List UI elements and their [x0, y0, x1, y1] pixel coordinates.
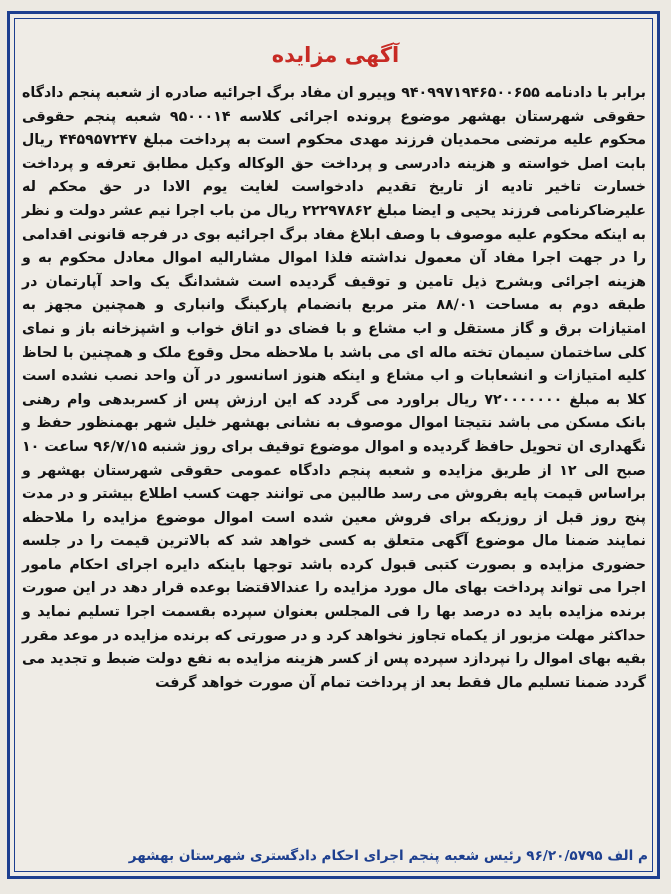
notice-body: برابر با دادنامه ۹۴۰۹۹۷۱۹۴۶۵۰۰۶۵۵ وپیرو ان مفاد برگ اجرائیه صادره از شعبه پنجم دادگاه حقوقی شهرستان بهشهر موضوع پرونده اجرائی کلاسه ۹۵۰۰۰۱۴ شعبه پنجم حقوقی محکوم علیه مرتضی محمدیان فرزند مهدی محکوم است به پرداخت مبلغ ۴۴۵۹۵۷۲۴۷ ریال بابت اصل خواسته و هزینه دادرسی و پرداخت حق الوکاله وکیل مطابق تعرفه و پرداخت خسارت تاخیر تادیه از تاریخ تقدیم دادخواست لغایت یوم الادا در حق محکم له علیرضاکرنامی فرزند یحیی و ایضا مبلغ ۲۲۲۹۷۸۶۲ ریال من باب اجرا نیم عشر دولت و نظر به اینکه محکوم علیه موصوف با وصف ابلاغ مفاد برگ اجرائیه بوی در فرجه قانونی اقدامی را در جهت اجرا مفاد آن معمول نداشته فلذا اموال مشارالیه اموال معادل محکوم به و هزینه اجرائی وبشرح ذیل تامین و توقیف گردیده است ششدانگ یک واحد آپارتمان در طبقه دوم به مساحت ۸۸/۰۱ متر مربع بانضمام پارکینگ وانباری و همچنین مجهز به امتیازات برق و گاز مستقل و اب مشاع و با فضای دو اتاق خواب و اشپزخانه باز و نمای کلی ساختمان سیمان تخته ماله ای می باشد با ملاحظه محل وقوع ملک و همچنین با لحاظ کلیه امتیازات و انشعابات و اب مشاع و اینکه هنوز اسانسور در آن واحد نصب نشده است کلا به مبلغ ۷۲۰۰۰۰۰۰۰ ریال براورد می گردد که این ارزش پس از کسربدهی وام رهنی بانک مسکن می باشد نتیجتا اموال موصوف به نشانی بهشهر خلیل شهر بهمنظور حفظ و نگهداری ان تحویل حافظ گردیده و اموال موضوع توقیف برای روز شنبه ۹۶/۷/۱۵ ساعت ۱۰ صبح الی ۱۲ از طریق مزایده و شعبه پنجم دادگاه عمومی حقوقی شهرستان بهشهر و براساس قیمت پایه بفروش می رسد طالبین می توانند جهت کسب اطلاع بیشتر و در مدت پنج روز قبل از روزیکه برای فروش معین شده است اموال موضوع مزایده را ملاحظه نمایند ضمنا مال موضوع آگهی متعلق به کسی خواهد شد که بالاترین قیمت را در جلسه حضوری مزایده و بصورت کتبی قبول کرده باشد توجها باینکه دایره اجرای احکام مامور اجرا می تواند پرداخت بهای مال مورد مزایده را عندالاقتضا بوعده قرار دهد در این صورت برنده مزایده باید ده درصد بها را فی المجلس بعنوان سپرده بقسمت اجرا تسلیم نماید و حداکثر مهلت مزبور از یکماه تجاوز نخواهد کرد و در صورتی که برنده مزایده در موعد مقرر بقیه بهای اموال را نپردازد سپرده پس از کسر هزینه مزایده به نفع دولت ضبط و تجدید می گردد ضمنا تسلیم مال فقط بعد از پرداخت تمام آن صورت خواهد گرفت [22, 85, 647, 691]
notice-signature: م الف ۹۶/۲۰/۵۷۹۵ رئیس شعبه پنجم اجرای احکام دادگستری شهرستان بهشهر [128, 848, 648, 864]
notice-title: آگهی مزایده [271, 43, 400, 67]
